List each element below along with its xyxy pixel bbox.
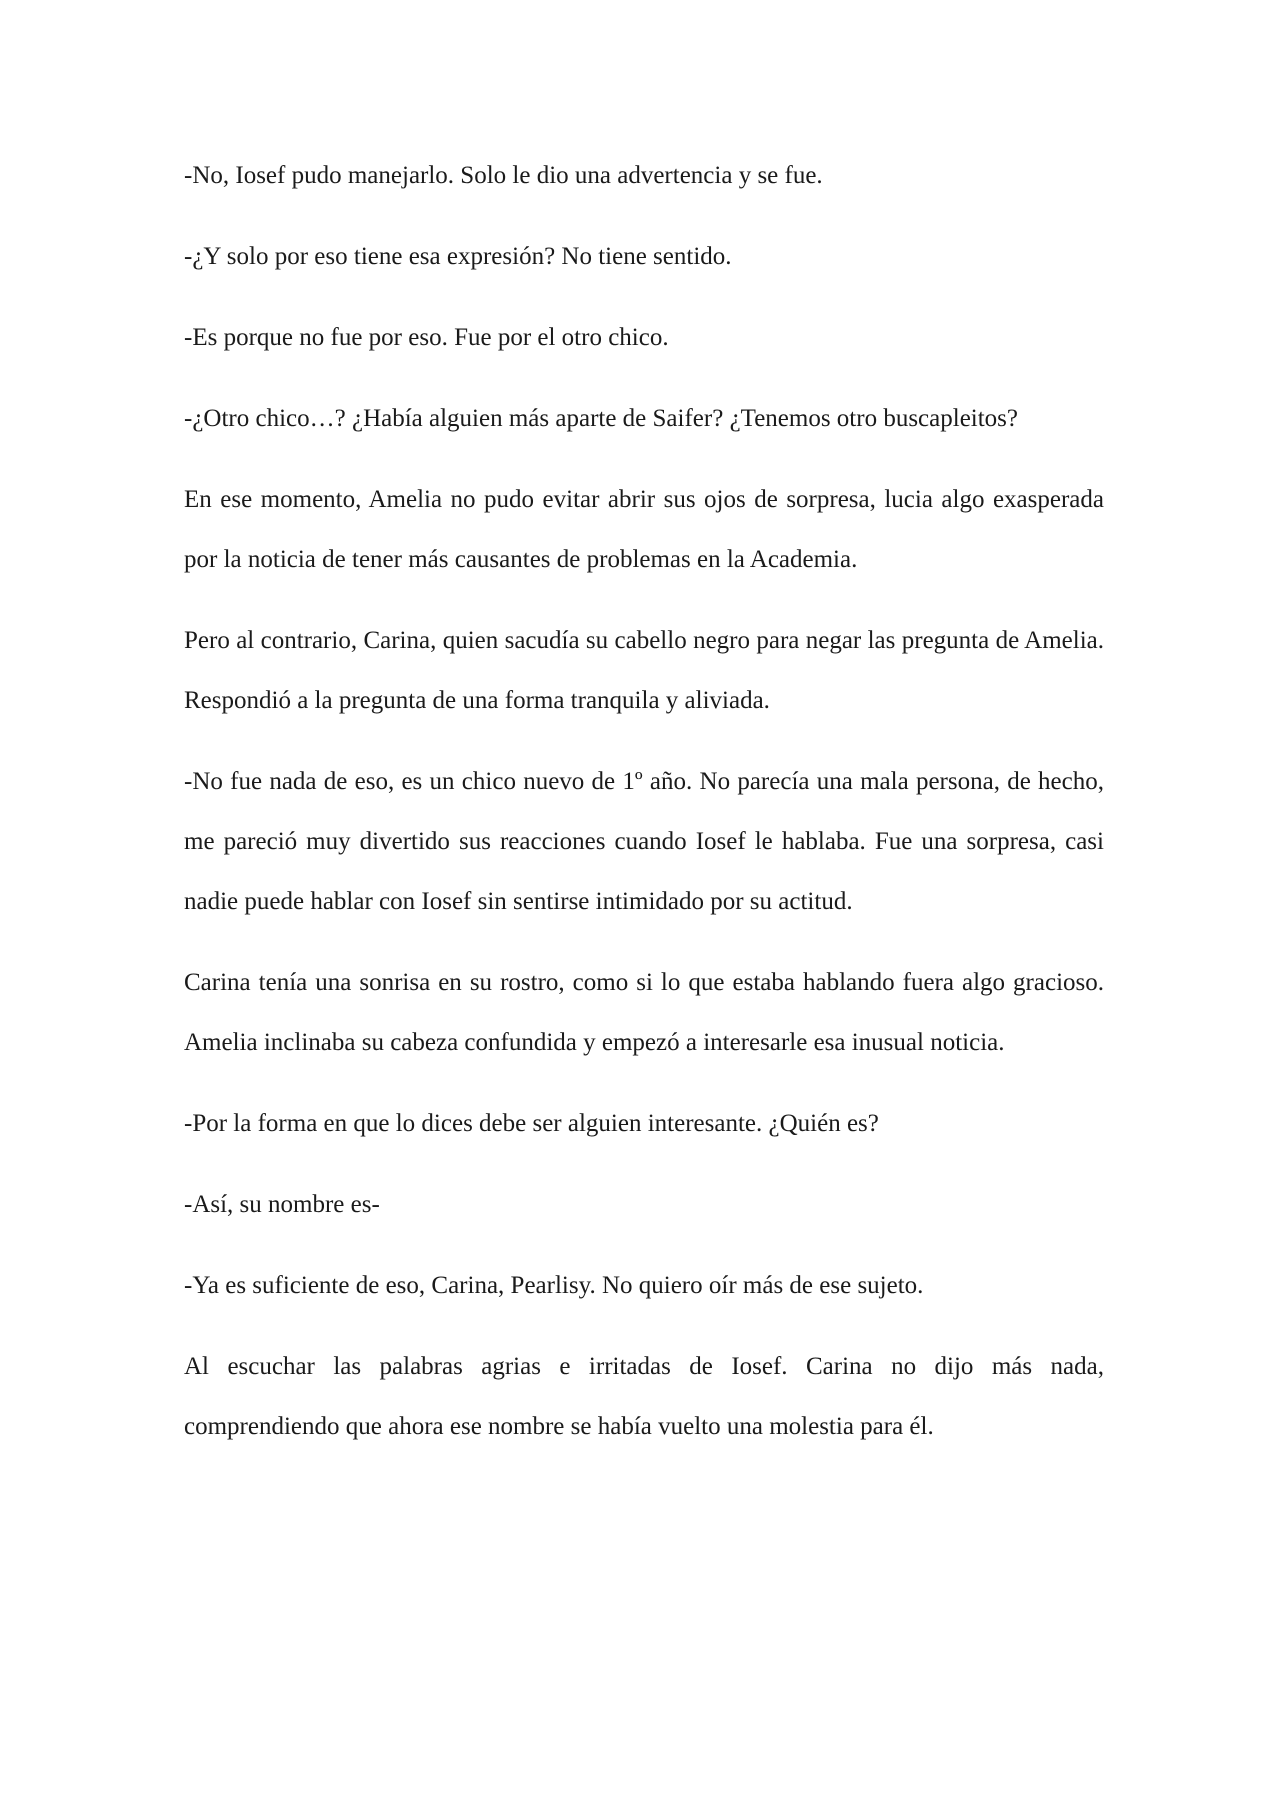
paragraph-7: -No fue nada de eso, es un chico nuevo de 1º año. No parecía una mala persona, de hecho, me pareció muy divertido sus reacciones cuando Iosef le hablaba. Fue una sorpresa, casi nadie puede hablar con Iosef sin sentirse intimidado por su actitud.: [184, 768, 1104, 915]
paragraph-6: Pero al contrario, Carina, quien sacudía su cabello negro para negar las pregunta de Amelia. Respondió a la pregunta de una forma tranquila y aliviada.: [184, 627, 1104, 714]
paragraph-10: -Así, su nombre es-: [184, 1191, 380, 1218]
paragraph-9: -Por la forma en que lo dices debe ser alguien interesante. ¿Quién es?: [184, 1110, 879, 1137]
paragraph-4: -¿Otro chico…? ¿Había alguien más aparte de Saifer? ¿Tenemos otro buscapleitos?: [184, 405, 1019, 432]
paragraph-1: -No, Iosef pudo manejarlo. Solo le dio una advertencia y se fue.: [184, 162, 823, 189]
paragraph-2: -¿Y solo por eso tiene esa expresión? No tiene sentido.: [184, 243, 732, 270]
paragraph-5: En ese momento, Amelia no pudo evitar abrir sus ojos de sorpresa, lucia algo exasperada por la noticia de tener más causantes de problemas en la Academia.: [184, 486, 1104, 573]
document-body: [184, 146, 1104, 1478]
paragraph-12: Al escuchar las palabras agrias e irritadas de Iosef. Carina no dijo más nada, comprendiendo que ahora ese nombre se había vuelto una molestia para él.: [184, 1353, 1104, 1440]
paragraph-11: -Ya es suficiente de eso, Carina, Pearlisy. No quiero oír más de ese sujeto.: [184, 1272, 924, 1299]
paragraph-3: -Es porque no fue por eso. Fue por el otro chico.: [184, 324, 669, 351]
paragraph-8: Carina tenía una sonrisa en su rostro, como si lo que estaba hablando fuera algo gracioso. Amelia inclinaba su cabeza confundida y empezó a interesarle esa inusual noticia.: [184, 969, 1104, 1056]
